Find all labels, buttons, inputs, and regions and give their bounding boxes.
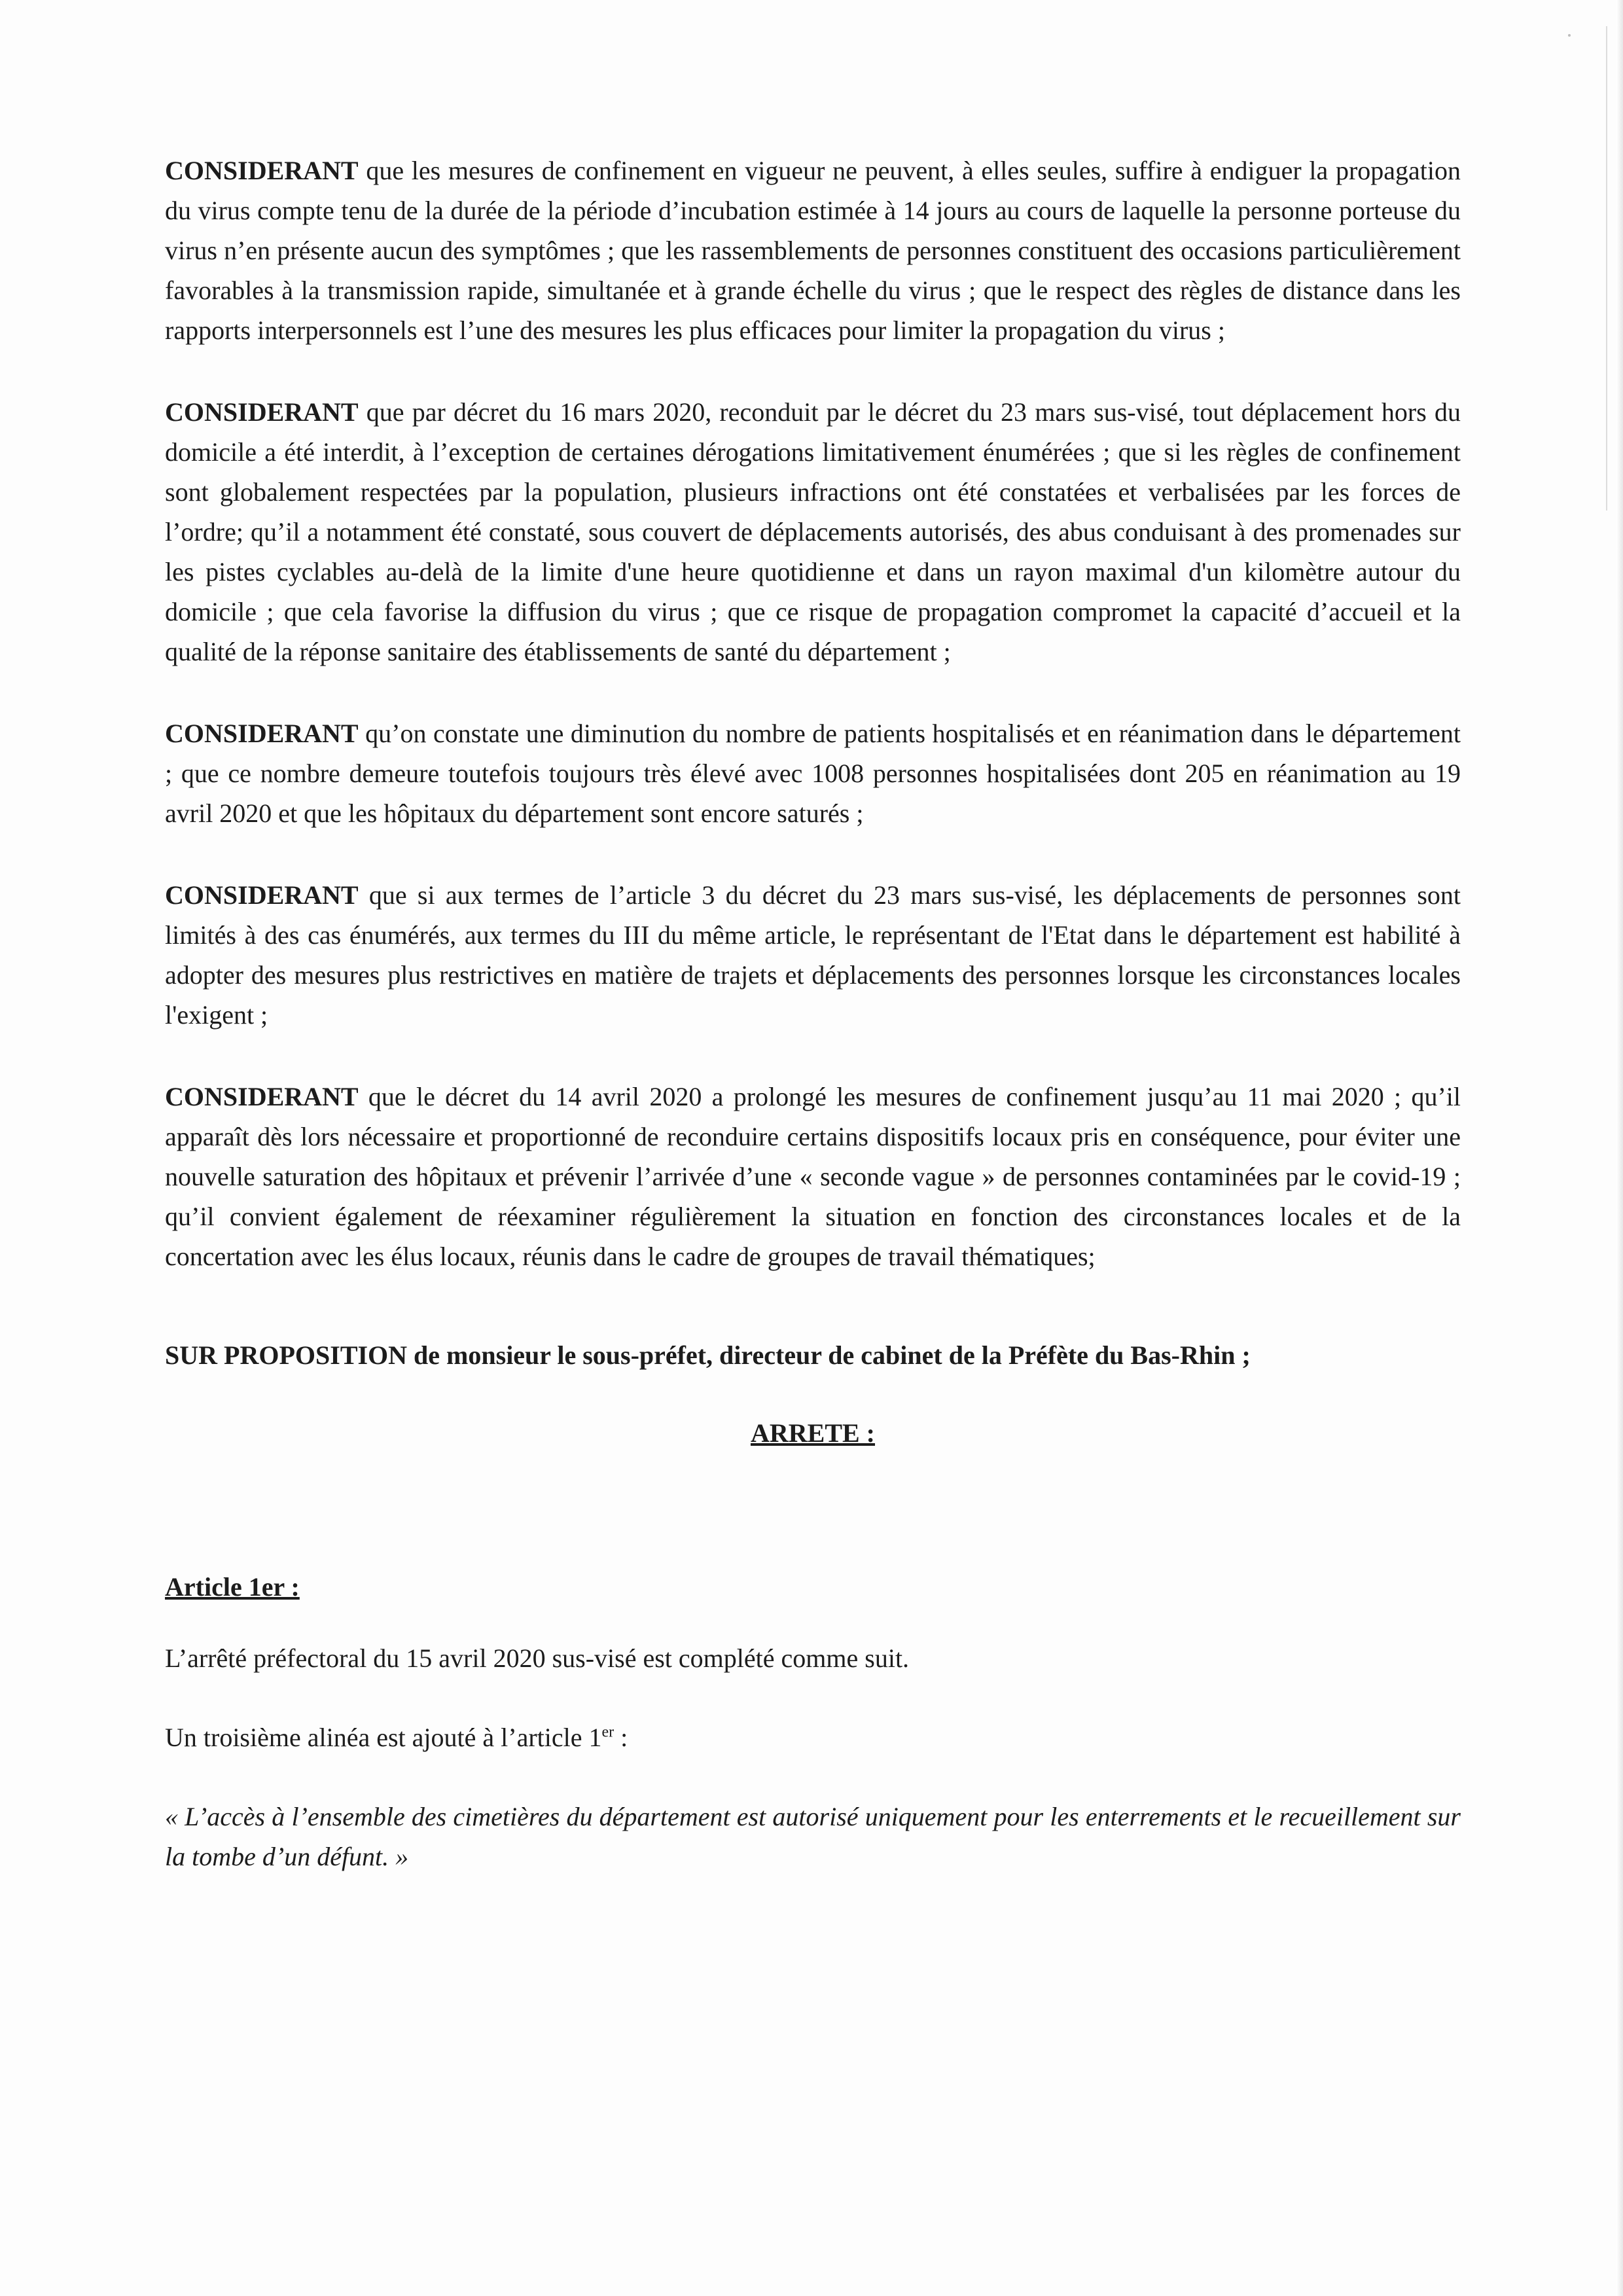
- considerant-paragraph-3: [165, 713, 1461, 833]
- considerant-paragraph-5: [165, 1077, 1461, 1276]
- article-line-2: [165, 1717, 1461, 1757]
- scan-edge: [1616, 0, 1623, 2296]
- proposal-line: SUR PROPOSITION de monsieur le sous-préfet, directeur de cabinet de la Préfète du Bas-Rhin ;: [165, 1340, 1251, 1370]
- considerant-keyword: CONSIDERANT: [165, 1082, 359, 1111]
- article-title: Article 1er :: [165, 1572, 300, 1602]
- considerant-text: que si aux termes de l’article 3 du décret du 23 mars sus-visé, les déplacements de personnes sont limités à des cas énumérés, aux termes du III du même article, le représentant de l'Etat dans le département est habilité à adopter des mesures plus restrictives en matière de trajets et déplacements des personnes lorsque les circonstances locales l'exigent ;: [165, 880, 1461, 1030]
- considerant-text: que par décret du 16 mars 2020, reconduit par le décret du 23 mars sus-visé, tout déplacement hors du domicile a été interdit, à l’exception de certaines dérogations limitativement énumérées ; que si les règles de confinement sont globalement respectées par la population, plusieurs infractions ont été constatées et verbalisées par les forces de l’ordre; qu’il a notamment été constaté, sous couvert de déplacements autorisés, des abus conduisant à des promenades sur les pistes cyclables au-delà de la limite d'une heure quotidienne et dans un rayon maximal d'un kilomètre autour du domicile ; que cela favorise la diffusion du virus ; que ce risque de propagation compromet la capacité d’accueil et la qualité de la réponse sanitaire des établissements de santé du département ;: [165, 397, 1461, 666]
- scan-dot: [1568, 34, 1571, 37]
- considerant-keyword: CONSIDERANT: [165, 880, 359, 910]
- considerant-keyword: CONSIDERANT: [165, 397, 359, 427]
- considerant-text: qu’on constate une diminution du nombre de patients hospitalisés et en réanimation dans le département ; que ce nombre demeure toutefois toujours très élevé avec 1008 personnes hospitalisées dont 205 en réanimation au 19 avril 2020 et que les hôpitaux du département sont encore saturés ;: [165, 719, 1461, 828]
- considerant-text: que les mesures de confinement en vigueur ne peuvent, à elles seules, suffire à endiguer la propagation du virus compte tenu de la durée de la période d’incubation estimée à 14 jours au cours de laquelle la personne porteuse du virus n’en présente aucun des symptômes ; que les rassemblements de personnes constituent des occasions particulièrement favorables à la transmission rapide, simultanée et à grande échelle du virus ; que le respect des règles de distance dans les rapports interpersonnels est l’une des mesures les plus efficaces pour limiter la propagation du virus ;: [165, 156, 1461, 345]
- considerant-keyword: CONSIDERANT: [165, 156, 359, 185]
- document-body: [165, 151, 1461, 1876]
- article-line-1: L’arrêté préfectoral du 15 avril 2020 sus-visé est complété comme suit.: [165, 1643, 910, 1673]
- considerant-paragraph-1: [165, 151, 1461, 350]
- considerant-paragraph-2: [165, 392, 1461, 672]
- considerant-text: que le décret du 14 avril 2020 a prolongé les mesures de confinement jusqu’au 11 mai 2020 ; qu’il apparaît dès lors nécessaire et proportionné de reconduire certains dispositifs locaux pris en conséquence, pour éviter une nouvelle saturation des hôpitaux et prévenir l’arrivée d’une « seconde vague » de personnes contaminées par le covid-19 ; qu’il convient également de réexaminer régulièrement la situation en fonction des circonstances locales et de la concertation avec les élus locaux, réunis dans le cadre de groupes de travail thématiques;: [165, 1082, 1461, 1271]
- article-line-2-superscript: er: [601, 1723, 615, 1741]
- article-line-2-prefix: Un troisième alinéa est ajouté à l’article 1: [165, 1723, 602, 1752]
- scan-mark: [1606, 26, 1607, 511]
- arrete-heading: ARRETE :: [750, 1418, 876, 1448]
- considerant-paragraph-4: [165, 875, 1461, 1035]
- article-quote: « L’accès à l’ensemble des cimetières du département est autorisé uniquement pour les enterrements et le recueillement sur la tombe d’un défunt. »: [165, 1802, 1461, 1871]
- considerant-keyword: CONSIDERANT: [165, 719, 359, 748]
- article-line-2-suffix: :: [614, 1723, 628, 1752]
